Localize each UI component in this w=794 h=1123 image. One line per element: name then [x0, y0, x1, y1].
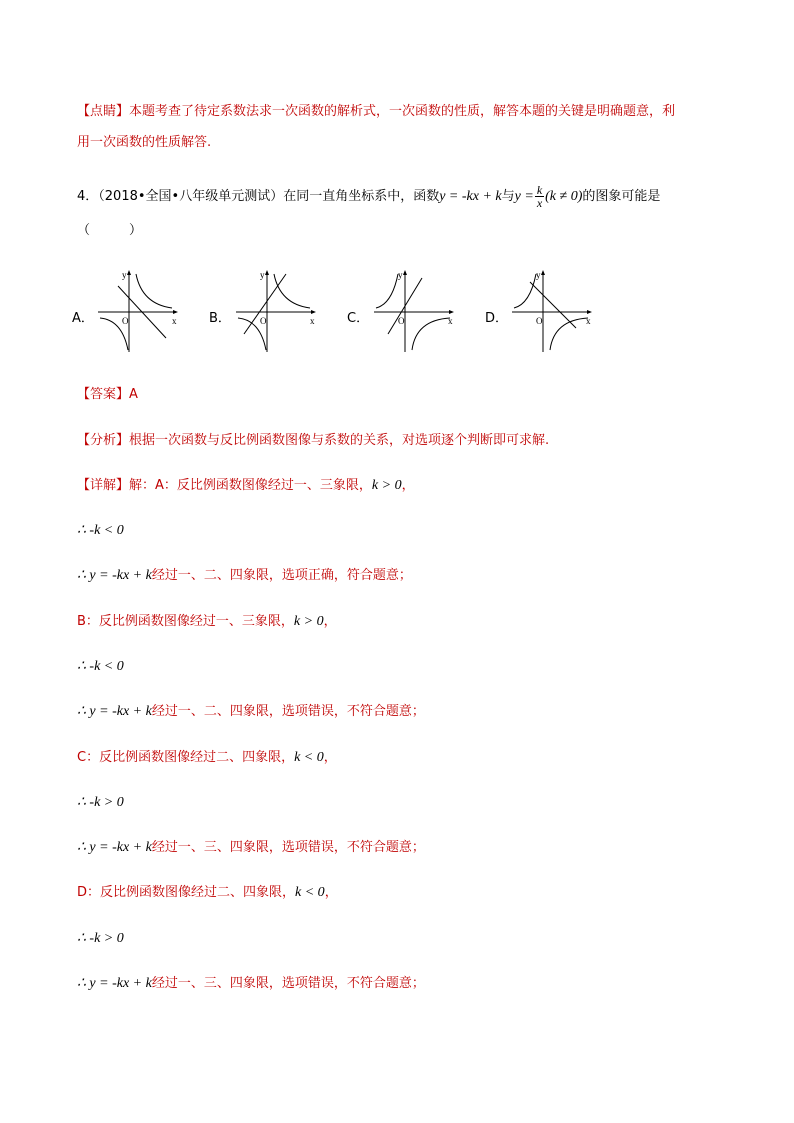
detail-case-end: ，: [324, 885, 338, 900]
option-c-label[interactable]: C．: [347, 311, 370, 326]
option-b-label[interactable]: B．: [209, 311, 231, 326]
question-stem: [77, 184, 660, 209]
detail-case-text: C：反比例函数图像经过二、四象限，: [77, 750, 295, 765]
y-label: y: [536, 270, 541, 280]
question-source: 4．（2018•全国•八年级单元测试）在同一直角坐标系中，函数: [77, 189, 440, 204]
detail-line: [77, 522, 124, 540]
detail-therefore-math: ∴ y = -kx + k: [77, 568, 152, 583]
detail-line: [77, 749, 337, 767]
detail-case-text: D：反比例函数图像经过二、四象限，: [77, 885, 296, 900]
hyperbola-branch-q1: [136, 274, 172, 308]
x-label: x: [586, 316, 591, 326]
x-label: x: [310, 316, 315, 326]
detail-therefore-math: ∴ -k > 0: [77, 931, 124, 946]
fraction-numerator: k: [536, 183, 543, 197]
analysis-tag: 【分析】: [77, 433, 130, 448]
answer-value: A: [129, 387, 138, 402]
question-tail: 的图象可能是: [582, 189, 661, 204]
detail-therefore-math: ∴ -k > 0: [77, 795, 124, 810]
option-d-graph[interactable]: [510, 268, 594, 354]
detail-therefore-text: 经过一、三、四象限，选项错误，不符合题意；: [151, 840, 425, 855]
question-condition: (k ≠ 0): [545, 189, 583, 204]
y-label: y: [260, 270, 265, 280]
detail-line: [77, 884, 338, 902]
analysis-text: 根据一次函数与反比例函数图像与系数的关系，对选项逐个判断即可求解.: [129, 433, 550, 448]
y-label: y: [398, 270, 403, 280]
detail-therefore-text: 经过一、二、四象限，选项错误，不符合题意；: [151, 704, 425, 719]
x-label: x: [172, 316, 177, 326]
detail-line: [77, 613, 337, 631]
question-conj: 与: [501, 189, 515, 204]
fraction-denominator: x: [536, 196, 543, 210]
detail-therefore-math: ∴ -k < 0: [77, 523, 124, 538]
detail-therefore-math: ∴ y = -kx + k: [77, 704, 152, 719]
origin-label: O: [398, 316, 405, 326]
tip-tag: 【点睛】: [77, 104, 130, 119]
origin-label: O: [536, 316, 543, 326]
detail-case-end: ，: [323, 614, 337, 629]
origin-label: O: [122, 316, 129, 326]
option-a-graph[interactable]: [96, 268, 180, 354]
question-func-inverse-lhs: y =: [514, 189, 534, 204]
detail-case-math: k < 0: [295, 885, 325, 900]
detail-therefore-math: ∴ y = -kx + k: [77, 840, 152, 855]
detail-intro-end: ，: [401, 478, 415, 493]
tip-line-2: 用一次函数的性质解答.: [77, 135, 212, 150]
answer-line: [77, 386, 138, 404]
analysis-line: [77, 432, 549, 450]
option-b-graph[interactable]: [234, 268, 318, 354]
tip-line-1: 本题考查了待定系数法求一次函数的解析式，一次函数的性质，解答本题的关键是明确题意，利: [129, 104, 676, 119]
answer-tag: 【答案】: [77, 387, 130, 402]
detail-therefore-math: ∴ -k < 0: [77, 659, 124, 674]
detail-intro-text: 解：A：反比例函数图像经过一、三象限，: [129, 478, 372, 493]
detail-intro: [77, 477, 415, 495]
origin-label: O: [260, 316, 267, 326]
detail-line: [77, 658, 124, 676]
detail-line: [77, 703, 425, 721]
detail-therefore-math: ∴ y = -kx + k: [77, 976, 152, 991]
x-label: x: [448, 316, 453, 326]
question-fraction: [535, 184, 544, 209]
detail-case-end: ，: [323, 750, 337, 765]
detail-case-text: B：反比例函数图像经过一、三象限，: [77, 614, 294, 629]
option-c-graph[interactable]: [372, 268, 456, 354]
detail-case-math: k < 0: [294, 750, 324, 765]
detail-line: [77, 930, 124, 948]
detail-case-math: k > 0: [293, 614, 324, 629]
detail-therefore-text: 经过一、二、四象限，选项正确，符合题意；: [151, 568, 412, 583]
y-label: y: [122, 270, 127, 280]
option-d-label[interactable]: D．: [485, 311, 509, 326]
detail-line: [77, 839, 425, 857]
detail-intro-math: k > 0: [371, 478, 402, 493]
detail-line: [77, 567, 412, 585]
option-a-label[interactable]: A．: [72, 311, 94, 326]
detail-line: [77, 975, 425, 993]
detail-therefore-text: 经过一、三、四象限，选项错误，不符合题意；: [151, 976, 425, 991]
tip-paragraph: [77, 103, 675, 121]
question-paren: （ ）: [77, 223, 143, 238]
detail-line: [77, 794, 124, 812]
detail-tag: 【详解】: [77, 478, 130, 493]
question-func-linear: y = -kx + k: [439, 189, 502, 204]
